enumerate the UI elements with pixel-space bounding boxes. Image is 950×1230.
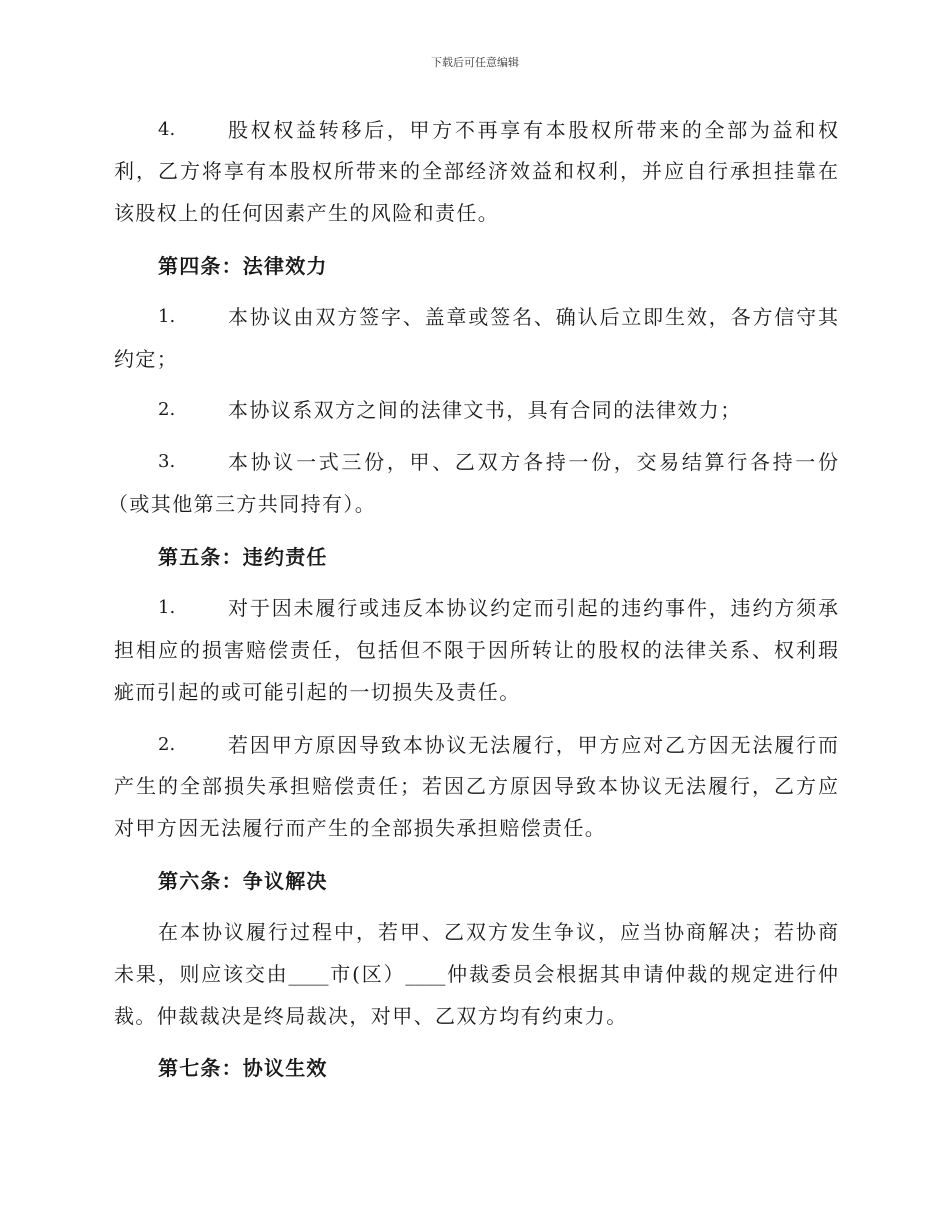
item-number: 4.: [158, 119, 176, 140]
item-number: 2.: [158, 399, 176, 420]
item-text-line: 本协议系双方之间的法律文书，具有合同的法律效力；: [228, 398, 742, 422]
item-text-line: 若因甲方原因导致本协议无法履行，甲方应对乙方因无法履行而: [228, 733, 838, 757]
item-number: 1.: [158, 597, 176, 618]
item-text-line: 利，乙方将享有本股权所带来的全部经济效益和权利，并应自行承担挂靠在: [114, 159, 838, 183]
item-text-line: 担相应的损害赔偿责任，包括但不限于因所转让的股权的法律关系、权利瑕: [114, 638, 838, 662]
item-text-line: 约定；: [114, 347, 179, 371]
item-text-line: 疵而引起的或可能引起的一切损失及责任。: [114, 680, 521, 704]
item-text-line: 本协议由双方签字、盖章或签名、确认后立即生效，各方信守其: [228, 305, 838, 329]
page-header: 下载后可任意编辑: [431, 56, 519, 69]
article-heading: 第五条：违约责任: [158, 545, 328, 569]
article-heading: 第七条：协议生效: [158, 1056, 328, 1080]
item-text-line: 对于因未履行或违反本协议约定而引起的违约事件，违约方须承: [228, 596, 838, 620]
item-text-line: 本协议一式三份，甲、乙双方各持一份，交易结算行各持一份: [228, 450, 838, 474]
item-text-line: 该股权上的任何因素产生的风险和责任。: [114, 201, 500, 225]
item-text-line: 产生的全部损失承担赔偿责任；若因乙方原因导致本协议无法履行，乙方应: [114, 774, 838, 798]
item-number: 3.: [158, 451, 176, 472]
item-number: 2.: [158, 734, 176, 755]
paragraph-line: 在本协议履行过程中，若甲、乙双方发生争议，应当协商解决；若协商: [158, 920, 838, 944]
item-text-line: （或其他第三方共同持有）。: [108, 492, 377, 516]
article-heading: 第四条：法律效力: [158, 254, 328, 278]
item-text-line: 股权权益转移后，甲方不再享有本股权所带来的全部为益和权: [228, 118, 838, 142]
item-text-line: 对甲方因无法履行而产生的全部损失承担赔偿责任。: [114, 816, 607, 840]
item-number: 1.: [158, 306, 176, 327]
paragraph-line: 未果，则应该交由____市(区）____仲裁委员会根据其申请仲裁的规定进行仲: [114, 962, 838, 986]
paragraph-line: 裁。仲裁裁决是终局裁决，对甲、乙双方均有约束力。: [114, 1004, 628, 1028]
article-heading: 第六条：争议解决: [158, 869, 328, 893]
